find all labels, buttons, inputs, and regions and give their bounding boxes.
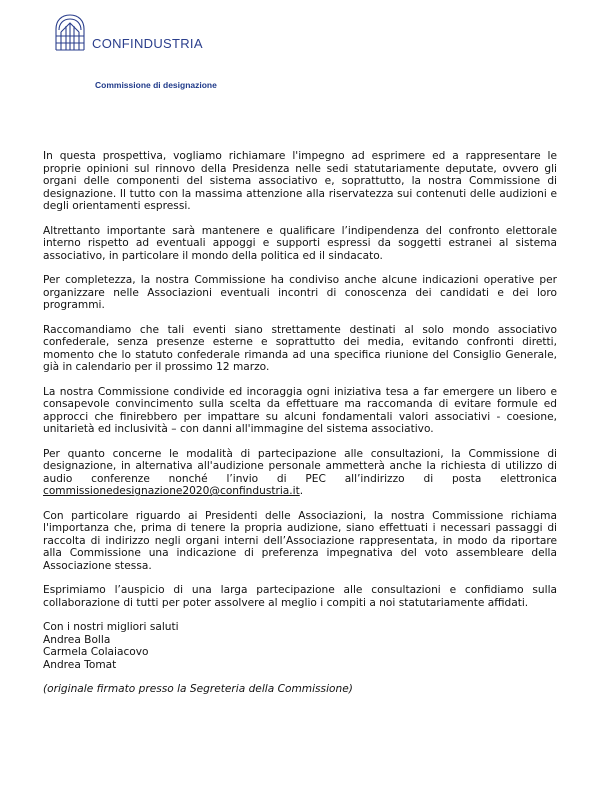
paragraph-3: Per completezza, la nostra Commissione ha condiviso anche alcune indicazioni operative per organizzare nelle Associazioni eventuali incontri di conoscenza dei candidati e dei loro programmi.	[43, 274, 557, 311]
committee-title: Commissione di designazione	[95, 80, 217, 90]
paragraph-1: In questa prospettiva, vogliamo richiamare l'impegno ad esprimere ed a rappresentare le proprie opinioni sul rinnovo della Presidenza nelle sedi statutariamente deputate, ovvero gli organi delle componenti del sistema associativo e, soprattutto, la nostra Commissione di designazione. Il tutto con la massima attenzione alla riservatezza sui contenuti delle audizioni e degli orientamenti espressi.	[43, 150, 557, 212]
email-link[interactable]: commissionedesignazione2020@confindustria.it	[43, 485, 300, 497]
brand-name: CONFINDUSTRIA	[92, 36, 203, 51]
participation-text: Per quanto concerne le modalità di partecipazione alle consultazioni, la Commissione di designazione, in alternativa all'audizione personale ammetterà anche la richiesta di utilizzo di audio conferenze nonché l’invio di PEC all’indirizzo di posta elettronica	[43, 447, 557, 485]
paragraph-2: Altrettanto importante sarà mantenere e qualificare l’indipendenza del confronto elettorale interno rispetto ad eventuali appoggi e supporti espressi da soggetti estranei al sistema associativo, in particolare il mondo della politica ed il sindacato.	[43, 224, 557, 262]
paragraph-participation	[43, 448, 557, 498]
signoff	[43, 621, 557, 671]
confindustria-logo-icon	[53, 12, 87, 52]
participation-end: .	[299, 485, 304, 497]
paragraph-4: Raccomandiamo che tali eventi siano strettamente destinati al solo mondo associativo confederale, senza presenze esterne e soprattutto dei media, evitando confronti diretti, momento che lo statuto confederale rimanda ad una specifica riunione del Consiglio Generale, già in calendario per il prossimo 12 marzo.	[43, 323, 557, 373]
paragraph-5: La nostra Commissione condivide ed incoraggia ogni iniziativa tesa a far emergere un libero e consapevole convincimento sulla scelta da effettuare ma raccomanda di evitare formule ed approcci che finirebbero per impattare su alcuni fondamentali valori associativi - coesione, unitarietà ed inclusività – con danni all'immagine del sistema associativo.	[43, 385, 557, 435]
paragraph-6: Con particolare riguardo ai Presidenti delle Associazioni, la nostra Commissione richiama l'importanza che, prima di tenere la propria audizione, siano effettuati i necessari passaggi di raccolta di indirizzo negli organi interni dell’Associazione rappresentata, in modo da riportare alla Commissione una indicazione di preferenza impegnativa del voto assembleare della Associazione stessa.	[43, 509, 557, 572]
signatory-name: Andrea Tomat	[43, 658, 117, 671]
footnote: (originale firmato presso la Segreteria della Commissione)	[43, 683, 353, 695]
paragraph-7: Esprimiamo l’auspicio di una larga partecipazione alle consultazioni e confidiamo sulla collaborazione di tutti per poter assolvere al meglio i compiti a noi statutariamente affidati.	[43, 584, 557, 609]
letterhead	[53, 12, 203, 52]
greeting: Con i nostri migliori saluti	[43, 621, 179, 633]
signatory-name: Andrea Bolla	[43, 633, 111, 646]
signatory-name: Carmela Colaiacovo	[43, 646, 149, 658]
letter-body	[43, 150, 557, 696]
